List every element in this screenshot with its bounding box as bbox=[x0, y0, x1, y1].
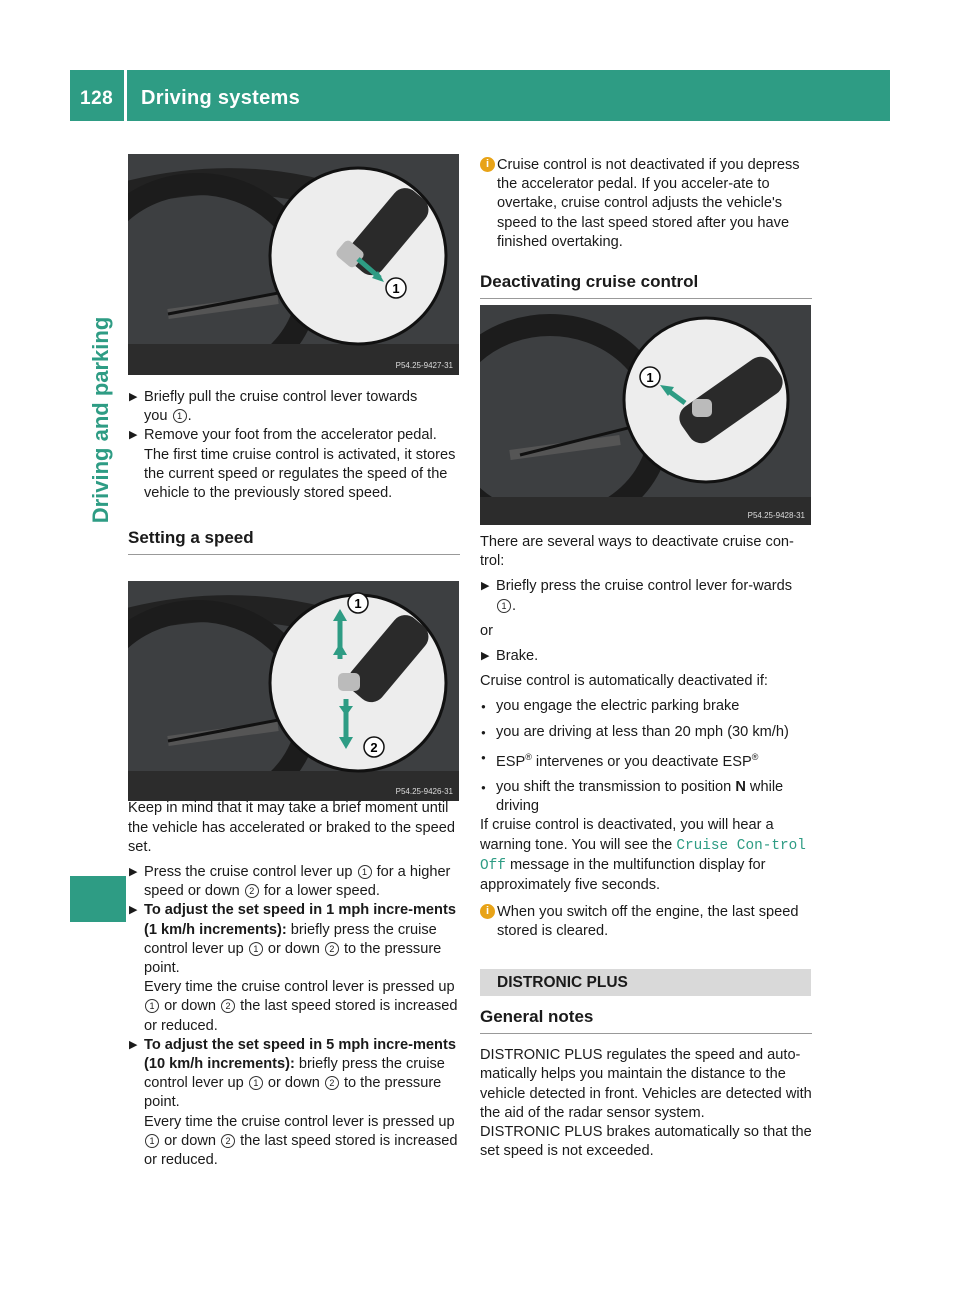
step-adjust-5mph: ▶ To adjust the set speed in 5 mph incre-ments (10 km/h increments): briefly press the cruise control lever up 1 or down 2 to the pressure point. Every time the cruise control lever is pressed up 1 or down 2 the last speed stored is increased or reduced. bbox=[129, 1036, 458, 1169]
photo1-code: P54.25-9427-31 bbox=[395, 361, 453, 370]
photo3-code: P54.25-9428-31 bbox=[747, 511, 805, 520]
photo-pull-lever bbox=[128, 154, 459, 375]
photo1-callout-1: 1 bbox=[392, 281, 400, 296]
photo2-callout-2: 2 bbox=[370, 740, 378, 755]
bullet-transmission: ● you shift the transmission to position N while driving bbox=[481, 778, 784, 815]
step-press-lever: ▶ Press the cruise control lever up 1 for a higher speed or down 2 for a lower speed. bbox=[129, 864, 451, 900]
bullet-parking-brake: ● you engage the electric parking brake bbox=[480, 697, 812, 716]
info-icon: i bbox=[480, 157, 495, 172]
step-marker-icon: ▶ bbox=[129, 1038, 138, 1051]
distronic-title: DISTRONIC PLUS bbox=[497, 974, 628, 991]
photo3-callout-1: 1 bbox=[646, 370, 654, 385]
step-marker-icon: ▶ bbox=[481, 580, 490, 593]
deactivate-ways: There are several ways to deactivate cruise con-trol: bbox=[480, 534, 794, 570]
display-message: Cruise Con-trol Off bbox=[480, 837, 806, 874]
heading-general-notes: General notes bbox=[480, 1007, 812, 1034]
step-marker-icon: ▶ bbox=[481, 650, 490, 663]
step-marker-icon: ▶ bbox=[129, 429, 138, 442]
info-note-engine-off: i When you switch off the engine, the last speed stored is cleared. bbox=[480, 903, 812, 941]
photo2-code: P54.25-9426-31 bbox=[395, 787, 453, 796]
bullet-speed: ● you are driving at less than 20 mph (30 km/h) bbox=[480, 723, 812, 742]
right-column-top bbox=[480, 156, 812, 299]
auto-deactivated: Cruise control is automatically deactivated if: bbox=[480, 673, 768, 690]
bullet-icon: ● bbox=[481, 752, 486, 762]
general-p1: DISTRONIC PLUS regulates the speed and auto-matically helps you maintain the distance to the vehicle detected in front. Vehicles are detected with the aid of the radar sensor system. bbox=[480, 1047, 812, 1121]
right-column-middle bbox=[480, 533, 812, 942]
section-title: Driving systems bbox=[141, 87, 301, 109]
photo2-callout-1: 1 bbox=[354, 596, 362, 611]
page-number: 128 bbox=[80, 88, 114, 109]
general-p2: DISTRONIC PLUS brakes automatically so that the set speed is not exceeded. bbox=[480, 1124, 812, 1160]
bullet-icon: ● bbox=[481, 702, 486, 712]
step-marker-icon: ▶ bbox=[129, 866, 138, 879]
step-marker-icon: ▶ bbox=[129, 904, 138, 917]
warning-tone: If cruise control is deactivated, you will hear a warning tone. You will see the Cruise Con-trol Off message in the multifunction display for approximately five seconds. bbox=[480, 817, 806, 893]
step-pull-lever: ▶ Briefly pull the cruise control lever towards you 1 . bbox=[129, 389, 418, 425]
info-icon: i bbox=[480, 904, 495, 919]
info-note-accelerator: i Cruise control is not deactivated if you depress the accelerator pedal. If you acceler-ate to overtake, cruise control adjusts the vehicle's speed to the last speed stored after you have finished overtaking. bbox=[480, 156, 812, 252]
callout-1: 1 bbox=[173, 409, 187, 423]
bullet-icon: ● bbox=[481, 782, 486, 792]
setting-intro: Keep in mind that it may take a brief moment until the vehicle has accelerated or braked to the speed set. bbox=[128, 800, 455, 855]
bullet-esp: ● ESP® intervenes or you deactivate ESP® bbox=[480, 748, 812, 772]
heading-setting-speed: Setting a speed bbox=[128, 528, 460, 555]
header-divider bbox=[124, 70, 127, 121]
side-tab-block bbox=[70, 876, 126, 922]
photo-deactivate bbox=[480, 305, 811, 525]
step-marker-icon: ▶ bbox=[129, 391, 138, 403]
step-adjust-1mph: ▶ To adjust the set speed in 1 mph incre-ments (1 km/h increments): briefly press the cruise control lever up 1 or down 2 to the pressure point. Every time the cruise control lever is pressed up 1 or down 2 the last speed stored is increased or reduced. bbox=[129, 902, 458, 1034]
heading-deactivating: Deactivating cruise control bbox=[480, 272, 812, 299]
right-column-bottom bbox=[480, 1007, 812, 1161]
step-brake: ▶ Brake. bbox=[480, 647, 812, 666]
or-text: or bbox=[480, 622, 493, 639]
side-tab-label: Driving and parking bbox=[88, 316, 113, 524]
bullet-icon: ● bbox=[481, 727, 486, 737]
left-column bbox=[128, 388, 460, 1170]
step-remove-foot: ▶ Remove your foot from the accelerator pedal. The first time cruise control is activated, it stores the current speed or regulates the speed of the vehicle to the previously stored speed. bbox=[129, 427, 456, 502]
step-press-forwards: ▶ Briefly press the cruise control lever for-wards 1 . bbox=[481, 578, 793, 614]
